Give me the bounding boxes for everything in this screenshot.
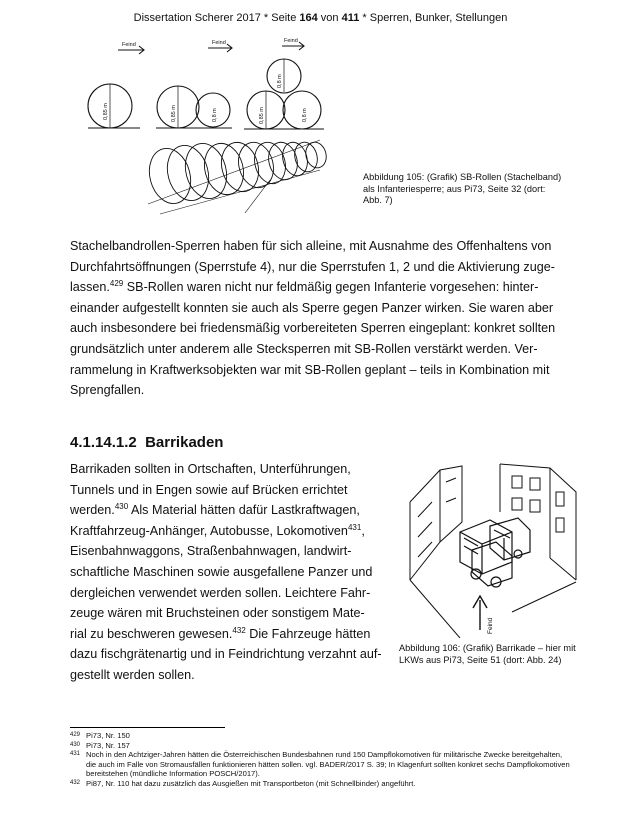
header-prefix: Dissertation Scherer 2017 * Seite bbox=[133, 12, 300, 24]
footnote-429 bbox=[70, 731, 570, 741]
header-middle: von bbox=[317, 12, 342, 24]
p1-line-6: grundsätzlich unter anderem alle Stecksperren mit SB-Rollen verstärkt werden. Ver- bbox=[70, 341, 538, 356]
feind-label-fig2: Feind bbox=[487, 617, 494, 634]
footnote-number: 431 bbox=[70, 751, 81, 758]
dim-label-4: 0,85 m bbox=[259, 107, 265, 124]
dim-label-1: 0,85 m bbox=[103, 103, 109, 120]
footnote-text: Pi87, Nr. 110 hat dazu zusätzlich das Ausgießen mit Transportbeton (mit Schnellbinder) angeführt. bbox=[86, 778, 416, 788]
p2-line-8: zeuge wären mit Bruchsteinen oder sonstigem Mate- bbox=[70, 606, 365, 621]
footnote-ref-429[interactable]: 429 bbox=[109, 279, 124, 288]
header-page-number: 164 bbox=[299, 12, 318, 24]
p1-line-3 bbox=[70, 277, 570, 298]
p1-line-3-start: lassen. bbox=[70, 280, 110, 295]
dim-label-5: 0,8 m bbox=[277, 74, 283, 88]
header-page-total: 411 bbox=[341, 12, 360, 24]
footnotes bbox=[70, 731, 570, 789]
p2-line-10: dazu fischgrätenartig und in Feindrichtung verzahnt auf- bbox=[70, 647, 382, 662]
paragraph-barrikaden bbox=[70, 459, 390, 686]
footnote-ref-431[interactable]: 431 bbox=[347, 522, 362, 532]
footnote-divider bbox=[70, 727, 225, 728]
dim-label-6: 0,8 m bbox=[302, 108, 308, 122]
feind-label-1: Feind bbox=[122, 42, 136, 48]
p2-line-4b: , bbox=[361, 523, 365, 538]
paragraph-stachelband bbox=[70, 236, 570, 401]
page-header bbox=[0, 12, 641, 24]
p2-line-4 bbox=[70, 521, 390, 542]
footnote-number: 432 bbox=[70, 779, 81, 786]
footnote-text: Pi73, Nr. 150 bbox=[86, 731, 130, 740]
feind-label-2: Feind bbox=[212, 40, 226, 46]
p2-line-5: Eisenbahnwaggons, Straßenbahnwagen, landwirt- bbox=[70, 544, 352, 559]
p2-line-7: dergleichen verwendet werden sollen. Leichtere Fahr- bbox=[70, 585, 371, 600]
figure-105-caption: Abbildung 105: (Grafik) SB-Rollen (Stachelband) als Infanteriesperre; aus Pi73, Seite 32 (dort: Abb. 7) bbox=[363, 172, 562, 205]
p1-line-1: Stachelbandrollen-Sperren haben für sich alleine, mit Ausnahme des Offenhaltens von bbox=[70, 239, 552, 253]
p1-line-7: rammelung in Kraftwerksobjekten war mit SB-Rollen geplant – teils in Kombination mit bbox=[70, 362, 550, 377]
dim-label-2: 0,85 m bbox=[171, 105, 177, 122]
p2-line-2: Tunnels und in Engen sowie auf Brücken errichtet bbox=[70, 482, 348, 497]
footnote-text: Noch in den Achtziger-Jahren hätten die Österreichischen Bundesbahnen rund 150 Dampflokomotiven für militärische Zwecke bereitgehalten, die auch im Falle von Stromausfällen funktionieren hätten sollen. vgl. BADER/2017 S. 39; In Klagenfurt sollten konkret sechs Dampflokomotiven bereitstehen (mündliche Information POSCH/2017). bbox=[86, 750, 570, 779]
p2-line-11: gestellt werden sollen. bbox=[70, 667, 195, 682]
footnote-number: 429 bbox=[70, 732, 81, 738]
footnote-431 bbox=[70, 750, 570, 779]
section-title: Barrikaden bbox=[145, 434, 224, 451]
p2-line-3 bbox=[70, 500, 390, 521]
p2-line-9a: rial zu beschweren gewesen. bbox=[70, 626, 233, 641]
p1-line-3-rest: SB-Rollen waren nicht nur feldmäßig gegen Infanterie vorgesehen: hinter- bbox=[123, 280, 539, 295]
dim-label-3: 0,8 m bbox=[212, 108, 218, 122]
p2-line-6: schaftliche Maschinen sowie ausgefallene Panzer und bbox=[70, 564, 373, 579]
p1-line-4: einander aufgestellt konnten sie auch als Sperre gegen Panzer wirken. Sie waren aber bbox=[70, 300, 554, 315]
footnote-ref-432[interactable]: 432 bbox=[232, 625, 246, 635]
section-number: 4.1.14.1.2 bbox=[70, 434, 137, 451]
figure-sb-rollen bbox=[70, 28, 370, 224]
p1-line-5: auch insbesondere bei friedensmäßig vorbereiteten Sperren eingeplant: konkret sollten bbox=[70, 321, 556, 336]
p2-line-3b: Als Material hätten dafür Lastkraftwagen, bbox=[128, 503, 360, 518]
section-heading bbox=[70, 434, 223, 451]
p2-line-1: Barrikaden sollten in Ortschaften, Unterführungen, bbox=[70, 462, 351, 476]
p2-line-9 bbox=[70, 624, 390, 645]
footnote-ref-430[interactable]: 430 bbox=[114, 502, 129, 511]
feind-label-3: Feind bbox=[284, 38, 298, 44]
p2-line-4a: Kraftfahrzeug-Anhänger, Autobusse, Lokomotiven bbox=[70, 523, 348, 538]
figure-106-caption: Abbildung 106: (Grafik) Barrikade – hier mit LKWs aus Pi73, Seite 51 (dort: Abb. 24) bbox=[399, 643, 576, 665]
p1-line-8: Sprengfallen. bbox=[70, 383, 145, 398]
footnote-number: 430 bbox=[70, 741, 81, 748]
footnote-432 bbox=[70, 779, 570, 789]
footnote-430 bbox=[70, 741, 570, 751]
figure-barrikade bbox=[400, 462, 580, 638]
header-suffix: * Sperren, Bunker, Stellungen bbox=[359, 12, 508, 24]
p2-line-3a: werden. bbox=[70, 503, 115, 518]
footnote-text: Pi73, Nr. 157 bbox=[86, 740, 130, 750]
p2-line-9b: Die Fahrzeuge hätten bbox=[245, 626, 371, 641]
p1-line-2: Durchfahrtsöffnungen (Sperrstufe 4), nur die Sperrstufen 1, 2 und die Aktivierung zuge- bbox=[70, 259, 555, 274]
